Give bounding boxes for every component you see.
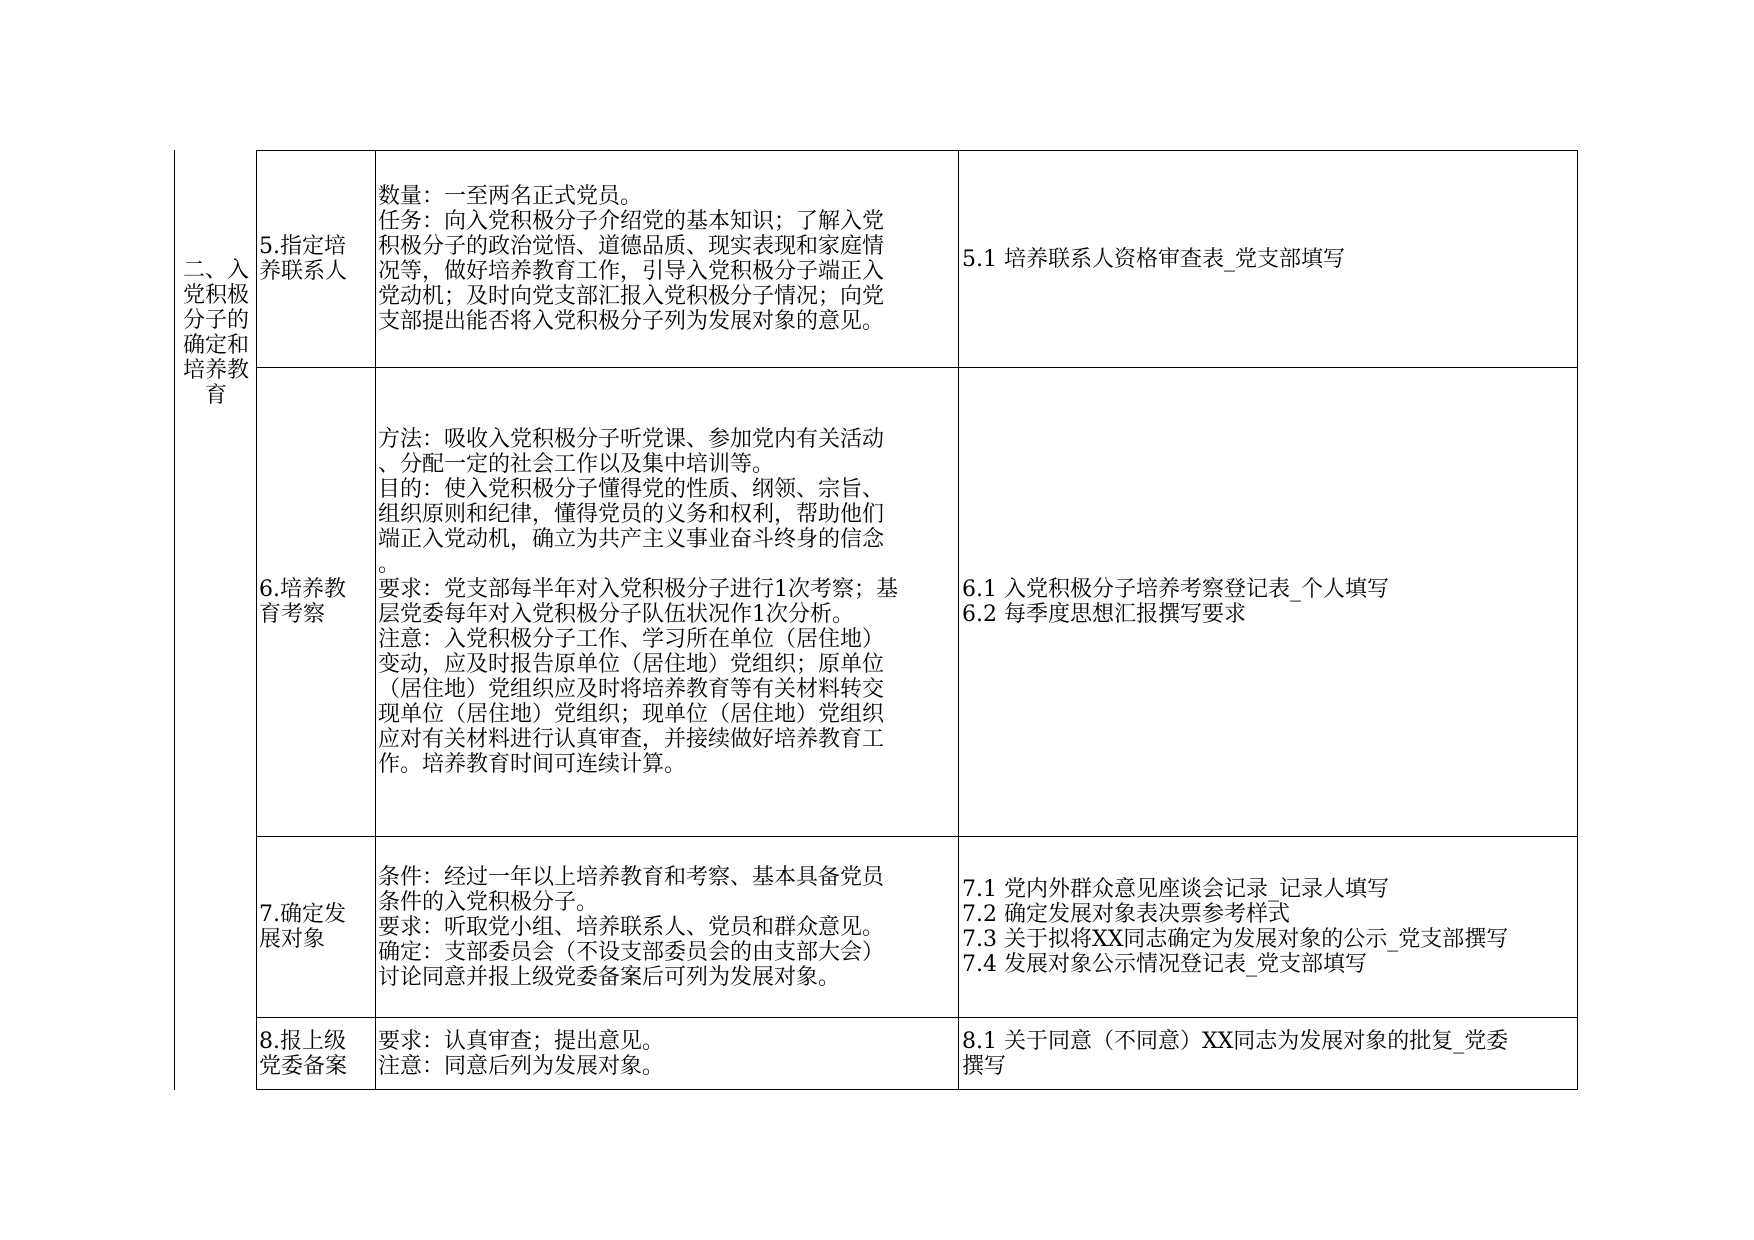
section-divider-bottom	[174, 836, 175, 1090]
row-6-content	[375, 367, 959, 837]
row-6-step	[256, 367, 376, 837]
step-label: 7.确定发 展对象	[259, 902, 346, 952]
content-text: 要求：认真审查；提出意见。 注意：同意后列为发展对象。	[378, 1028, 665, 1079]
content-text: 方法：吸收入党积极分子听党课、参加党内有关活动 、分配一定的社会工作以及集中培训等。 目的：使入党积极分子懂得党的性质、纲领、宗旨、 组织原则和纪律，懂得党员的义务和权利，帮助他们 端正入党动机，确立为共产主义事业奋斗终身的信念 。 要求：党支部每半年对入党积极分子进行1次考察；基 层党委每年对入党积极分子队伍状况作1次分析。 注意：入党积极分子工作、学习所在单位（居住地） 变动，应及时报告原单位（居住地）党组织；原单位 （居住地）党组织应及时将培养教育等有关材料转交 现单位（居住地）党组织；现单位（居住地）党组织 应对有关材料进行认真审查，并接续做好培养教育工 作。培养教育时间可连续计算。	[378, 427, 898, 777]
section-divider-top	[174, 150, 175, 836]
forms-text: 6.1 入党积极分子培养考察登记表_个人填写 6.2 每季度思想汇报撰写要求	[962, 577, 1389, 627]
step-label: 8.报上级 党委备案	[259, 1028, 348, 1079]
row-7-forms	[958, 836, 1578, 1018]
content-text: 条件：经过一年以上培养教育和考察、基本具备党员 条件的入党积极分子。 要求：听取党小组、培养联系人、党员和群众意见。 确定：支部委员会（不设支部委员会的由支部大会） 讨论同意并报上级党委备案后可列为发展对象。	[378, 864, 885, 990]
row-5-content	[375, 150, 959, 368]
row-7-step	[256, 836, 376, 1018]
row-8-forms	[958, 1017, 1578, 1090]
row-5-forms	[958, 150, 1578, 368]
row-6-forms	[958, 367, 1578, 837]
row-7-content	[375, 836, 959, 1018]
step-label: 5.指定培 养联系人	[259, 234, 348, 284]
step-label: 6.培养教 育考察	[259, 577, 346, 627]
forms-text: 5.1 培养联系人资格审查表_党支部填写	[962, 246, 1345, 272]
content-text: 数量：一至两名正式党员。 任务：向入党积极分子介绍党的基本知识；了解入党 积极分子的政治觉悟、道德品质、现实表现和家庭情 况等，做好培养教育工作，引导入党积极分子端正入 党动机；及时向党支部汇报入党积极分子情况；向党 支部提出能否将入党积极分子列为发展对象的意见。	[378, 184, 885, 334]
row-8-step	[256, 1017, 376, 1090]
forms-text: 7.1 党内外群众意见座谈会记录_记录人填写 7.2 确定发展对象表决票参考样式 7.3 关于拟将XX同志确定为发展对象的公示_党支部撰写 7.4 发展对象公示情况登记表_党支部填写	[962, 877, 1509, 977]
forms-text: 8.1 关于同意（不同意）XX同志为发展对象的批复_党委 撰写	[962, 1028, 1509, 1079]
row-5-step	[256, 150, 376, 368]
section-label: 二、入 党积极 分子的 确定和 培养教 育	[182, 258, 249, 408]
row-8-content	[375, 1017, 959, 1090]
